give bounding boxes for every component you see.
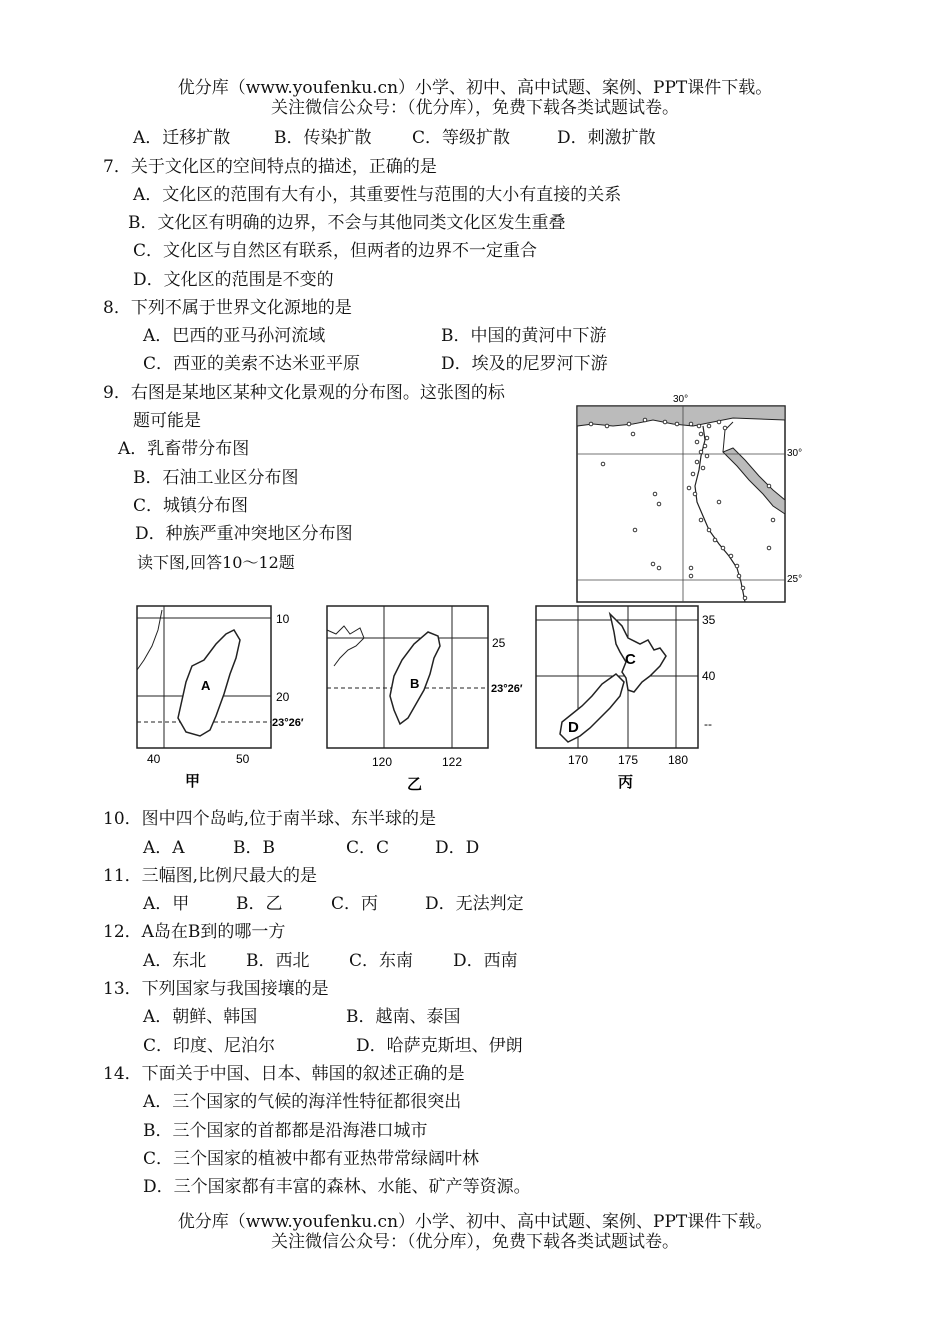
read-instruction: 读下图,回答10～12题	[137, 553, 295, 572]
map-lat-top: 30°	[673, 394, 689, 405]
q14-stem: 14．下面关于中国、日本、韩国的叙述正确的是	[103, 1064, 465, 1084]
q11-option-b: B．乙	[236, 894, 283, 914]
footer-line-1: 优分库（www.youfenku.cn）小学、初中、高中试题、案例、PPT课件下载。	[177, 1212, 773, 1232]
q13-option-b: B．越南、泰国	[346, 1007, 461, 1027]
q9-option-b: B．石油工业区分布图	[133, 468, 299, 488]
bing-lat-2: 40	[702, 669, 716, 683]
jia-caption: 甲	[185, 773, 201, 790]
q10-option-d: D．D	[435, 838, 480, 858]
bing-lat-3: --	[704, 717, 712, 731]
q6-option-c: C．等级扩散	[412, 128, 511, 148]
q11-option-a: A．甲	[143, 894, 190, 914]
q10-option-c: C．C	[346, 838, 390, 858]
footer-line-2: 关注微信公众号：（优分库），免费下载各类试题试卷。	[271, 1232, 679, 1252]
jia-lat-1: 10	[276, 612, 290, 626]
q6-option-d: D．刺激扩散	[557, 128, 656, 148]
q7-option-a: A．文化区的范围有大有小，其重要性与范围的大小有直接的关系	[133, 185, 622, 205]
q11-stem: 11．三幅图,比例尺最大的是	[103, 866, 318, 886]
q13-stem: 13．下列国家与我国接壤的是	[103, 979, 329, 999]
yi-lon-2: 122	[442, 755, 463, 769]
q14-option-a: A．三个国家的气候的海洋性特征都很突出	[143, 1092, 462, 1112]
jia-tropic: 23°26′	[272, 717, 304, 729]
q8-option-b: B．中国的黄河中下游	[441, 326, 607, 346]
bing-caption: 丙	[618, 774, 634, 791]
yi-caption: 乙	[407, 776, 423, 793]
q11-option-c: C．丙	[331, 894, 379, 914]
map-lat-bottom: 25°	[787, 574, 803, 585]
q14-option-c: C．三个国家的植被中都有亚热带常绿阔叶林	[143, 1149, 480, 1169]
q12-stem: 12．A岛在B到的哪一方	[103, 922, 286, 942]
map-frame	[577, 406, 785, 602]
island-d-label: D	[568, 719, 579, 736]
q7-stem: 7．关于文化区的空间特点的描述，正确的是	[103, 157, 437, 177]
yi-lat-1: 25	[492, 636, 506, 650]
jia-lon-2: 50	[236, 752, 250, 766]
map-lat-mid: 30°	[787, 448, 803, 459]
q9-option-a: A．乳畜带分布图	[118, 439, 250, 459]
q6-option-a: A．迁移扩散	[133, 128, 231, 148]
q9-stem-line-2: 题可能是	[133, 411, 201, 431]
bing-lon-3: 180	[668, 753, 689, 767]
yi-lon-1: 120	[372, 755, 393, 769]
q8-option-d: D．埃及的尼罗河下游	[441, 354, 608, 374]
q7-option-d: D．文化区的范围是不变的	[133, 270, 334, 290]
bing-lat-1: 35	[702, 613, 716, 627]
jia-lon-1: 40	[147, 752, 161, 766]
q14-option-d: D．三个国家都有丰富的森林、水能、矿产等资源。	[143, 1177, 531, 1197]
q10-option-b: B．B	[233, 838, 275, 858]
q8-option-a: A．巴西的亚马孙河流域	[143, 326, 326, 346]
island-c-label: C	[625, 651, 636, 668]
q7-option-b: B．文化区有明确的边界，不会与其他同类文化区发生重叠	[128, 213, 566, 233]
q13-option-c: C．印度、尼泊尔	[143, 1036, 276, 1056]
map-bing	[530, 600, 730, 800]
q12-option-d: D．西南	[453, 951, 518, 971]
q6-option-b: B．传染扩散	[274, 128, 372, 148]
q8-option-c: C．西亚的美索不达米亚平原	[143, 354, 361, 374]
island-a-label: A	[201, 678, 211, 693]
header-line-1: 优分库（www.youfenku.cn）小学、初中、高中试题、案例、PPT课件下载。	[177, 78, 773, 98]
q8-stem: 8．下列不属于世界文化源地的是	[103, 298, 352, 318]
q11-option-d: D．无法判定	[425, 894, 524, 914]
island-b-label: B	[410, 676, 420, 691]
q14-option-b: B．三个国家的首都都是沿海港口城市	[143, 1121, 428, 1141]
bing-lon-1: 170	[568, 753, 589, 767]
q13-option-d: D．哈萨克斯坦、伊朗	[356, 1036, 523, 1056]
q12-option-c: C．东南	[349, 951, 414, 971]
q13-option-a: A．朝鲜、韩国	[143, 1007, 258, 1027]
q12-option-a: A．东北	[143, 951, 207, 971]
header-line-2: 关注微信公众号：（优分库），免费下载各类试题试卷。	[271, 98, 679, 118]
q7-option-c: C．文化区与自然区有联系，但两者的边界不一定重合	[133, 241, 538, 261]
bing-lon-2: 175	[618, 753, 639, 767]
q10-stem: 10．图中四个岛屿,位于南半球、东半球的是	[103, 809, 437, 829]
map-yi	[320, 600, 530, 800]
q9-stem-line-1: 9．右图是某地区某种文化景观的分布图。这张图的标	[103, 383, 505, 403]
q9-distribution-map	[573, 390, 813, 606]
q9-option-c: C．城镇分布图	[133, 496, 249, 516]
q9-option-d: D．种族严重冲突地区分布图	[135, 524, 353, 544]
q10-option-a: A．A	[143, 838, 185, 858]
jia-lat-2: 20	[276, 690, 290, 704]
map-jia	[130, 600, 310, 800]
q12-option-b: B．西北	[246, 951, 310, 971]
yi-tropic: 23°26′	[491, 683, 523, 695]
